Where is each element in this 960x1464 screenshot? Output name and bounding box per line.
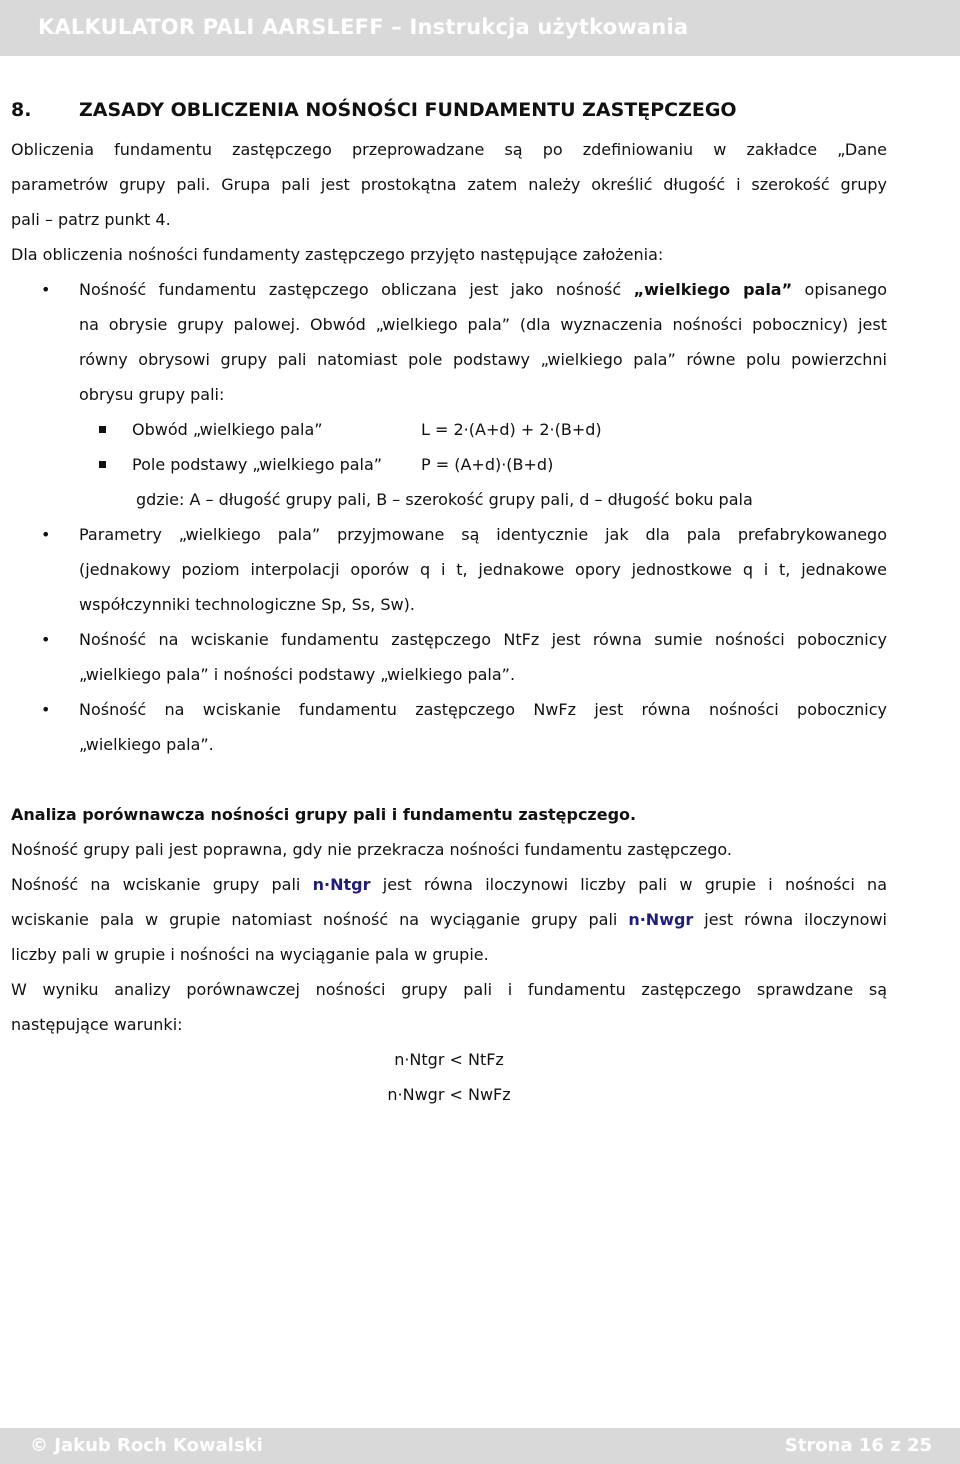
intro-line-3: pali – patrz punkt 4.: [11, 210, 171, 229]
analysis-p2-line-1: [11, 867, 887, 902]
formula: L = 2·(A+d) + 2·(B+d): [421, 420, 602, 439]
bullet-item: [11, 692, 887, 762]
square-bullet-icon: [99, 461, 106, 468]
section-title: ZASADY OBLICZENIA NOŚNOŚCI FUNDAMENTU ZASTĘPCZEGO: [79, 99, 737, 121]
document-body: [11, 88, 887, 1112]
bullet4-line-2: „wielkiego pala”.: [79, 735, 214, 754]
bullet-dot-icon: •: [41, 280, 51, 299]
bullet3-line-2: „wielkiego pala” i nośności podstawy „wielkiego pala”.: [79, 665, 516, 684]
bullet1-line-4: obrysu grupy pali:: [79, 385, 225, 404]
formula-label: Pole podstawy „wielkiego pala”: [132, 455, 383, 474]
analysis-heading: Analiza porównawcza nośności grupy pali i fundamentu zastępczego.: [11, 805, 637, 824]
assumptions-intro: Dla obliczenia nośności fundamenty zastępczego przyjęto następujące założenia:: [11, 245, 664, 264]
page-header: [0, 0, 960, 56]
ntgr-symbol: n·Ntgr: [312, 875, 371, 894]
bullet-item: [11, 517, 887, 622]
p2-text-c: wciskanie pala w grupie natomiast nośność na wyciąganie grupy pali: [11, 910, 629, 929]
bullet1-text-b: opisanego: [792, 280, 888, 299]
document-title: KALKULATOR PALI AARSLEFF – Instrukcja użytkowania: [38, 15, 689, 39]
bullet1-line-3: równy obrysowi grupy pali natomiast pole podstawy „wielkiego pala” równe polu powierzchni: [79, 350, 887, 369]
analysis-p3-line-1: W wyniku analizy porównawczej nośności grupy pali i fundamentu zastępczego sprawdzane są: [11, 980, 887, 999]
p2-text-d: jest równa iloczynowi: [693, 910, 887, 929]
bullet1-text-a: Nośność fundamentu zastępczego obliczana jest jako nośność: [79, 280, 634, 299]
section-number: 8.: [11, 99, 32, 121]
bullet2-line-3: współczynniki technologiczne Sp, Ss, Sw).: [79, 595, 415, 614]
intro-line-2: parametrów grupy pali. Grupa pali jest prostokątna zatem należy określić długość i szerokość grupy: [11, 175, 887, 194]
analysis-p3-line-2: następujące warunki:: [11, 1015, 183, 1034]
bullet-dot-icon: •: [41, 630, 51, 649]
condition-1: n·Ntgr < NtFz: [394, 1050, 504, 1069]
analysis-p2-line-3: liczby pali w grupie i nośności na wyciąganie pala w grupie.: [11, 945, 489, 964]
formula-legend: gdzie: A – długość grupy pali, B – szerokość grupy pali, d – długość boku pala: [136, 490, 753, 509]
page-footer: [0, 1428, 960, 1464]
bullet-item: [11, 622, 887, 692]
bullet3-line-1: Nośność na wciskanie fundamentu zastępczego NtFz jest równa sumie nośności pobocznicy: [79, 630, 887, 649]
bullet-item: [11, 272, 887, 412]
page-number: Strona 16 z 25: [784, 1435, 932, 1456]
bullet4-line-1: Nośność na wciskanie fundamentu zastępczego NwFz jest równa nośności pobocznicy: [79, 700, 887, 719]
bullet2-line-2: (jednakowy poziom interpolacji oporów q i t, jednakowe opory jednostkowe q i t, jednakowe: [79, 560, 887, 579]
formula-item: [11, 447, 887, 482]
condition-2: n·Nwgr < NwFz: [387, 1085, 511, 1104]
formula-label: Obwód „wielkiego pala”: [132, 420, 323, 439]
author-copyright: © Jakub Roch Kowalski: [30, 1435, 263, 1456]
square-bullet-icon: [99, 426, 106, 433]
p2-text-a: Nośność na wciskanie grupy pali: [11, 875, 313, 894]
bullet-dot-icon: •: [41, 525, 51, 544]
bullet1-line-1: [79, 272, 887, 307]
bullet-dot-icon: •: [41, 700, 51, 719]
analysis-paragraph-1: Nośność grupy pali jest poprawna, gdy nie przekracza nośności fundamentu zastępczego.: [11, 840, 732, 859]
p2-text-b: jest równa iloczynowi liczby pali w grupie i nośności na: [370, 875, 887, 894]
bullet1-bold: „wielkiego pala”: [633, 280, 793, 299]
analysis-p2-line-2: [11, 902, 887, 937]
bullet2-line-1: Parametry „wielkiego pala” przyjmowane są identycznie jak dla pala prefabrykowanego: [79, 525, 887, 544]
bullet1-line-2: na obrysie grupy palowej. Obwód „wielkiego pala” (dla wyznaczenia nośności pobocznicy) jest: [79, 315, 887, 334]
section-heading: [11, 88, 887, 132]
intro-line-1: Obliczenia fundamentu zastępczego przeprowadzane są po zdefiniowaniu w zakładce „Dane: [11, 140, 887, 159]
formula-item: [11, 412, 887, 447]
nwgr-symbol: n·Nwgr: [628, 910, 694, 929]
formula: P = (A+d)·(B+d): [421, 455, 554, 474]
